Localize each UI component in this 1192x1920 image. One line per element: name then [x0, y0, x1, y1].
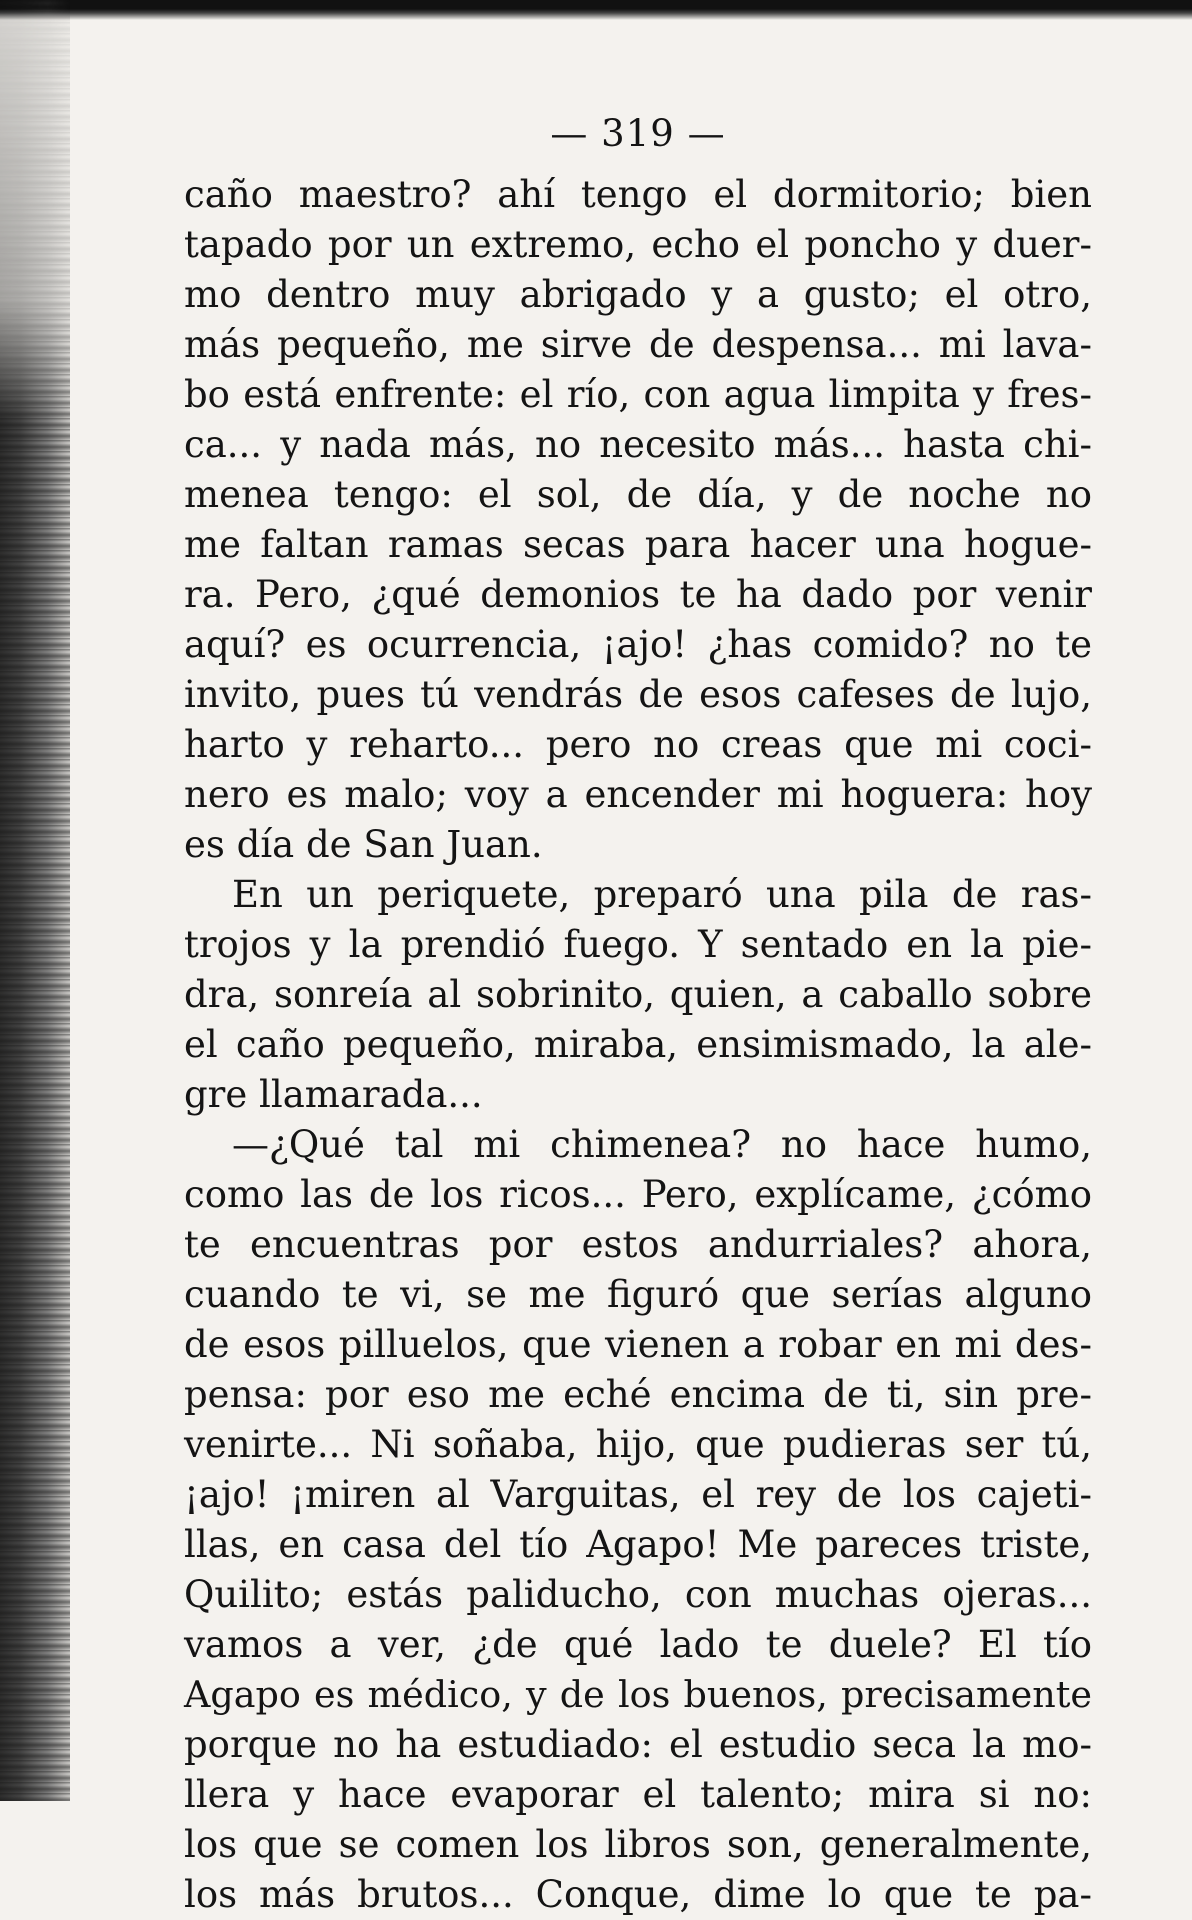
text-line: ¡ajo! ¡miren al Varguitas, el rey de los cajeti- [184, 1473, 1092, 1516]
text-line: nero es malo; voy a encender mi hoguera: hoy [184, 773, 1092, 816]
text-line: harto y reharto... pero no creas que mi coci- [184, 723, 1092, 766]
text-line: invito, pues tú vendrás de esos cafeses de lujo, [184, 673, 1092, 716]
text-line: los más brutos... Conque, dime lo que te pa- [184, 1873, 1092, 1916]
text-line: dra, sonreía al sobrinito, quien, a caballo sobre [184, 973, 1092, 1016]
text-line: mo dentro muy abrigado y a gusto; el otro, [184, 273, 1092, 316]
text-line: pensa: por eso me eché encima de ti, sin pre- [184, 1373, 1092, 1416]
text-line: el caño pequeño, miraba, ensimismado, la ale- [184, 1023, 1092, 1066]
text-line: —¿Qué tal mi chimenea? no hace humo, [232, 1123, 1092, 1166]
text-line: te encuentras por estos andurriales? ahora, [184, 1223, 1092, 1266]
body-text [184, 170, 1092, 1920]
text-line: Agapo es médico, y de los buenos, precisamente [184, 1673, 1092, 1716]
text-line: los que se comen los libros son, generalmente, [184, 1823, 1092, 1866]
text-line: En un periquete, preparó una pila de ras- [232, 873, 1092, 916]
text-line: cuando te vi, se me figuró que serías alguno [184, 1273, 1092, 1316]
text-line: bo está enfrente: el río, con agua limpita y fres- [184, 373, 1092, 416]
page-number: — 319 — [550, 112, 726, 155]
text-line: caño maestro? ahí tengo el dormitorio; bien [184, 173, 1092, 216]
text-line: venirte... Ni soñaba, hijo, que pudieras ser tú, [184, 1423, 1092, 1466]
text-line: es día de San Juan. [184, 823, 543, 866]
text-line: aquí? es ocurrencia, ¡ajo! ¿has comido? no te [184, 623, 1092, 666]
text-line: trojos y la prendió fuego. Y sentado en la pie- [184, 923, 1092, 966]
text-line: ca... y nada más, no necesito más... hasta chi- [184, 423, 1092, 466]
text-line: de esos pilluelos, que vienen a robar en mi des- [184, 1323, 1092, 1366]
text-line: porque no ha estudiado: el estudio seca la mo- [184, 1723, 1092, 1766]
text-line: más pequeño, me sirve de despensa... mi lava- [184, 323, 1092, 366]
text-line: llas, en casa del tío Agapo! Me pareces triste, [184, 1523, 1092, 1566]
text-line: como las de los ricos... Pero, explícame, ¿cómo [184, 1173, 1092, 1216]
text-line: llera y hace evaporar el talento; mira si no: [184, 1773, 1092, 1816]
text-line: Quilito; estás paliducho, con muchas ojeras... [184, 1573, 1092, 1616]
page-top-edge [0, 0, 1192, 20]
text-line: vamos a ver, ¿de qué lado te duele? El tío [184, 1623, 1092, 1666]
text-line: ra. Pero, ¿qué demonios te ha dado por venir [184, 573, 1092, 616]
text-line: menea tengo: el sol, de día, y de noche no [184, 473, 1092, 516]
text-line: gre llamarada... [184, 1073, 483, 1116]
book-binding-edge [0, 0, 70, 1801]
text-line: tapado por un extremo, echo el poncho y duer- [184, 223, 1092, 266]
text-line: me faltan ramas secas para hacer una hogue- [184, 523, 1092, 566]
